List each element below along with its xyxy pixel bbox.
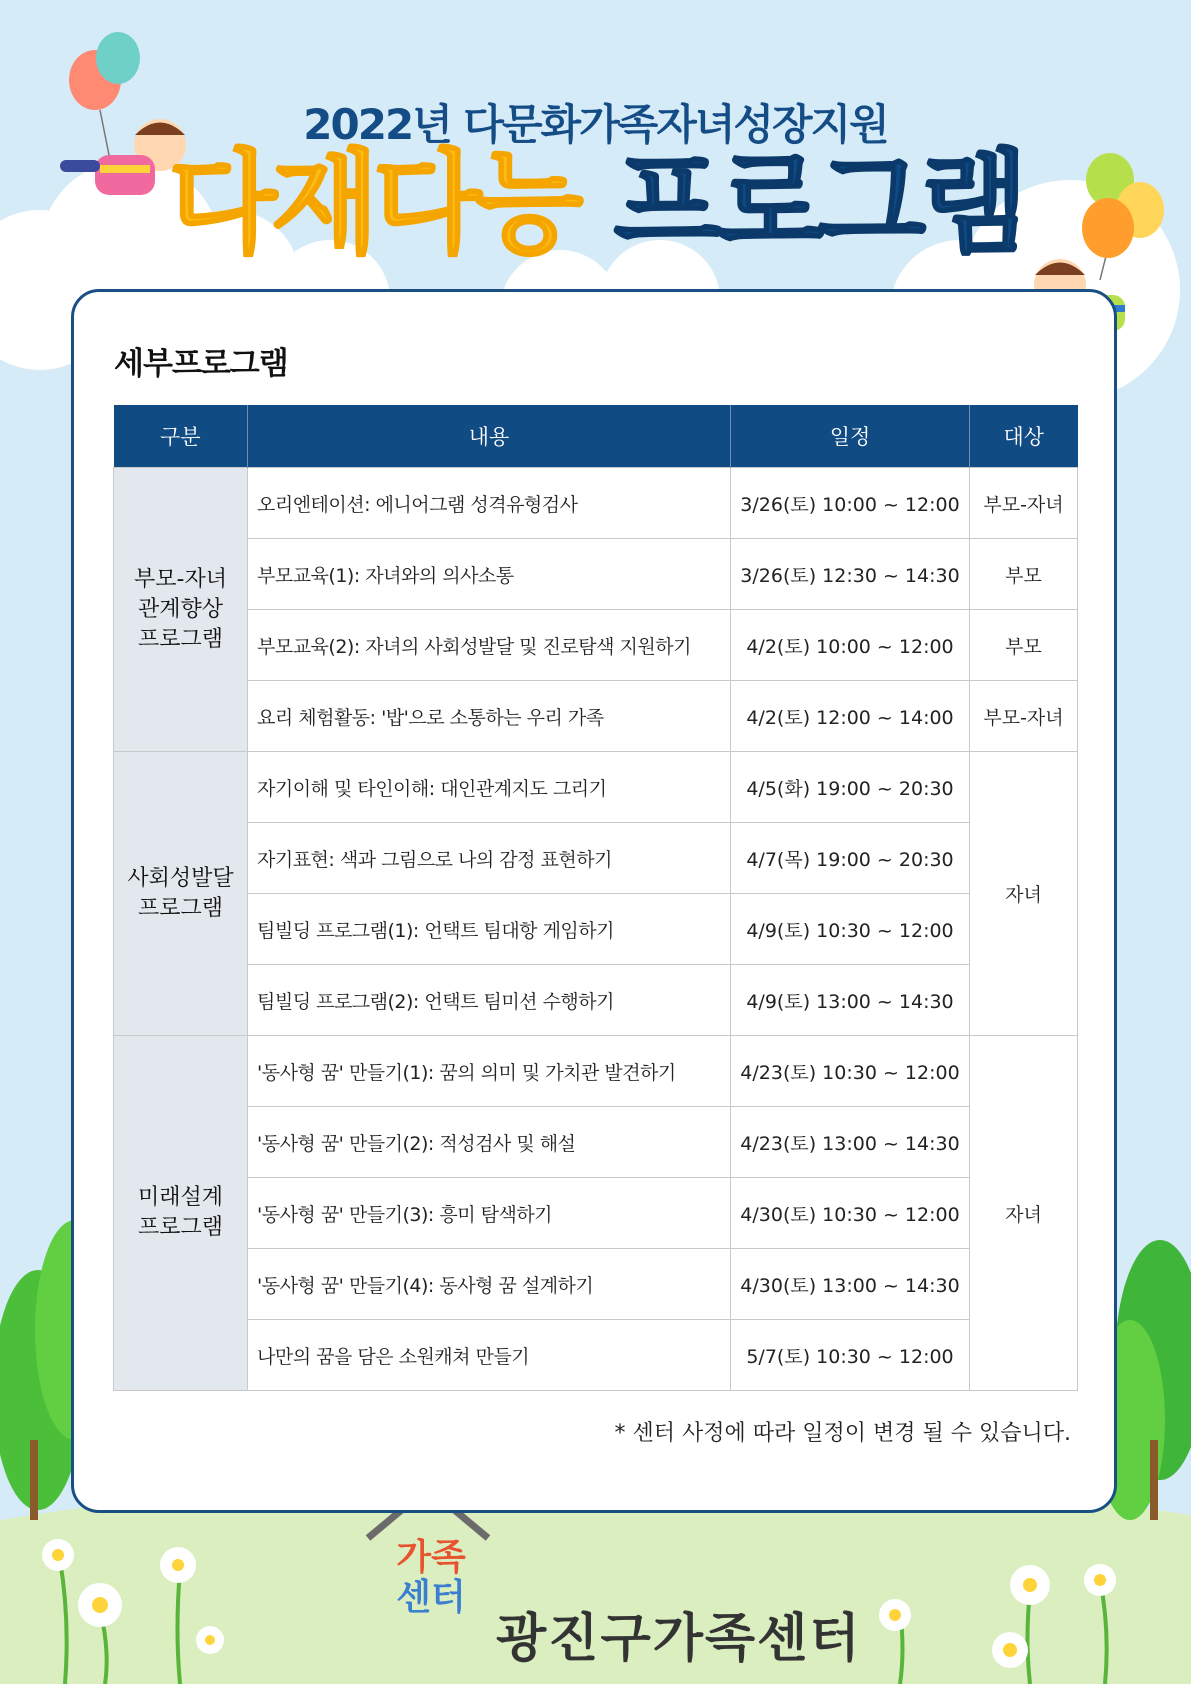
column-header-category: 구분 — [114, 405, 248, 468]
date-cell: 4/2(토) 10:00 ~ 12:00 — [731, 610, 970, 681]
table-row — [114, 1178, 1078, 1249]
schedule-note: * 센터 사정에 따라 일정이 변경 될 수 있습니다. — [614, 1421, 1071, 1446]
section-title-text: 세부프로그램 — [114, 346, 288, 382]
content-cell: 부모교육(2): 자녀의 사회성발달 및 진로탐색 지원하기 — [248, 610, 731, 681]
schedule-table — [113, 405, 1078, 1391]
date-cell: 4/30(토) 10:30 ~ 12:00 — [731, 1178, 970, 1249]
column-header-date: 일정 — [731, 405, 970, 468]
content-cell: 팀빌딩 프로그램(1): 언택트 팀대항 게임하기 — [248, 894, 731, 965]
table-row — [114, 468, 1078, 539]
logo-mark — [386, 1538, 476, 1618]
column-header-target: 대상 — [970, 405, 1078, 468]
content-cell: 팀빌딩 프로그램(2): 언택트 팀미션 수행하기 — [248, 965, 731, 1036]
date-cell: 4/7(목) 19:00 ~ 20:30 — [731, 823, 970, 894]
logo-mark-bottom: 센터 — [396, 1577, 466, 1618]
table-row — [114, 965, 1078, 1036]
table-row — [114, 1036, 1078, 1107]
header-subtitle: 2022년 다문화가족자녀성장지원 — [303, 100, 888, 149]
content-cell: 나만의 꿈을 담은 소원캐쳐 만들기 — [248, 1320, 731, 1391]
target-cell: 자녀 — [970, 752, 1078, 1036]
date-cell: 4/5(화) 19:00 ~ 20:30 — [731, 752, 970, 823]
target-cell: 부모-자녀 — [970, 468, 1078, 539]
target-cell: 부모 — [970, 539, 1078, 610]
title-part-2: 프로그램 — [613, 139, 1023, 269]
content-cell: '동사형 꿈' 만들기(1): 꿈의 의미 및 가치관 발견하기 — [248, 1036, 731, 1107]
date-cell: 3/26(토) 12:30 ~ 14:30 — [731, 539, 970, 610]
table-row — [114, 752, 1078, 823]
content-cell: '동사형 꿈' 만들기(2): 적성검사 및 해설 — [248, 1107, 731, 1178]
date-cell: 5/7(토) 10:30 ~ 12:00 — [731, 1320, 970, 1391]
date-cell: 4/23(토) 10:30 ~ 12:00 — [731, 1036, 970, 1107]
table-row — [114, 894, 1078, 965]
header-title — [0, 139, 1191, 269]
content-cell: '동사형 꿈' 만들기(3): 흥미 탐색하기 — [248, 1178, 731, 1249]
date-cell: 4/30(토) 13:00 ~ 14:30 — [731, 1249, 970, 1320]
section-title — [114, 338, 288, 383]
table-row — [114, 681, 1078, 752]
table-row — [114, 539, 1078, 610]
content-cell: 오리엔테이션: 에니어그램 성격유형검사 — [248, 468, 731, 539]
logo-mark-top: 가족 — [396, 1537, 466, 1578]
content-cell: '동사형 꿈' 만들기(4): 동사형 꿈 설계하기 — [248, 1249, 731, 1320]
table-header-row — [114, 405, 1078, 468]
table-row — [114, 1249, 1078, 1320]
table-row — [114, 1107, 1078, 1178]
title-part-1: 다재다능 — [168, 139, 578, 269]
logo-text: 광진구가족센터 — [496, 1609, 862, 1669]
content-cell: 자기표현: 색과 그림으로 나의 감정 표현하기 — [248, 823, 731, 894]
target-cell: 자녀 — [970, 1036, 1078, 1391]
date-cell: 4/9(토) 13:00 ~ 14:30 — [731, 965, 970, 1036]
target-cell: 부모-자녀 — [970, 681, 1078, 752]
category-cell: 사회성발달 프로그램 — [114, 752, 248, 1036]
content-cell: 부모교육(1): 자녀와의 의사소통 — [248, 539, 731, 610]
content-cell: 요리 체험활동: '밥'으로 소통하는 우리 가족 — [248, 681, 731, 752]
category-cell: 미래설계 프로그램 — [114, 1036, 248, 1391]
table-row — [114, 823, 1078, 894]
date-cell: 3/26(토) 10:00 ~ 12:00 — [731, 468, 970, 539]
target-cell: 부모 — [970, 610, 1078, 681]
table-row — [114, 610, 1078, 681]
date-cell: 4/9(토) 10:30 ~ 12:00 — [731, 894, 970, 965]
date-cell: 4/2(토) 12:00 ~ 14:00 — [731, 681, 970, 752]
table-row — [114, 1320, 1078, 1391]
content-cell: 자기이해 및 타인이해: 대인관계지도 그리기 — [248, 752, 731, 823]
category-cell: 부모-자녀 관계향상 프로그램 — [114, 468, 248, 752]
column-header-content: 내용 — [248, 405, 731, 468]
date-cell: 4/23(토) 13:00 ~ 14:30 — [731, 1107, 970, 1178]
